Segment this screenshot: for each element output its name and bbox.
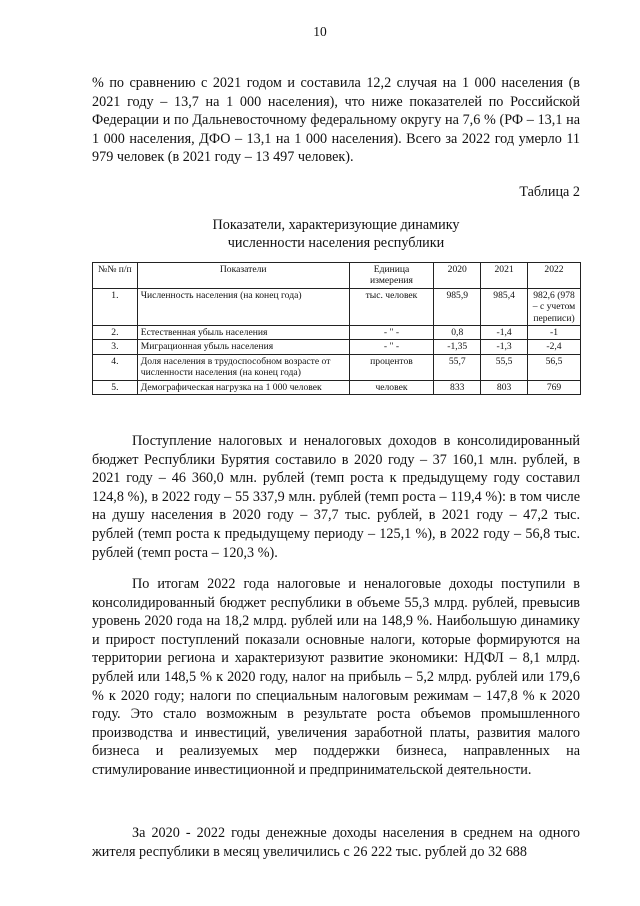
table-title xyxy=(0,216,640,252)
cell-2022: -1 xyxy=(528,326,581,340)
header-unit: Единица измерения xyxy=(349,263,434,289)
page-number: 10 xyxy=(313,24,327,39)
cell-unit: тыс. человек xyxy=(349,288,434,325)
cell-indicator: Демографическая нагрузка на 1 000 человек xyxy=(137,380,349,394)
paragraph-revenue: Поступление налоговых и неналоговых доходов в консолидированный бюджет Республики Бурятия составило в 2020 году – 37 160,1 млн. рублей, в 2021 году – 46 360,0 млн. рублей (темп роста к предыдущему году составил 124,8 %), в 2022 году – 55 337,9 млн. рублей (темп роста – 119,4 %): в том числе на душу населения в 2020 году – 37,7 тыс. рублей, в 2021 году – 47,2 тыс. рублей (темп роста к предыдущему периоду – 125,1 %), в 2022 году – 56,8 тыс. рублей (темп роста – 120,3 %). xyxy=(92,433,580,561)
cell-2021: -1,3 xyxy=(481,340,528,354)
table-header-row xyxy=(93,263,581,289)
cell-indicator: Миграционная убыль населения xyxy=(137,340,349,354)
cell-2020: 985,9 xyxy=(434,288,481,325)
cell-indicator: Доля населения в трудоспособном возрасте от численности населения (на конец года) xyxy=(137,354,349,380)
cell-2022: 56,5 xyxy=(528,354,581,380)
paragraph-income: За 2020 - 2022 годы денежные доходы населения в среднем на одного жителя республики в месяц увеличились с 26 222 тыс. рублей до 32 688 xyxy=(92,825,580,860)
cell-2021: 803 xyxy=(481,380,528,394)
cell-num: 1. xyxy=(93,288,138,325)
cell-2020: 55,7 xyxy=(434,354,481,380)
cell-unit: - " - xyxy=(349,340,434,354)
cell-2022: -2,4 xyxy=(528,340,581,354)
cell-2022: 982,6 (978 – с учетом переписи) xyxy=(528,288,581,325)
paragraph-mortality: % по сравнению с 2021 годом и составила 12,2 случая на 1 000 населения (в 2021 году – 13,7 на 1 000 населения), что ниже показателей по Российской Федерации и по Дальневосточному федеральному округу на 7,6 % (РФ – 13,1 на 1 000 населения, ДФО – 13,1 на 1 000 населения). Всего за 2022 год умерло 11 979 человек (в 2021 году – 13 497 человек). xyxy=(92,75,580,166)
table-row xyxy=(93,380,581,394)
population-table xyxy=(92,262,581,395)
cell-indicator: Численность населения (на конец года) xyxy=(137,288,349,325)
cell-unit: - " - xyxy=(349,326,434,340)
table-row xyxy=(93,288,581,325)
cell-2020: 833 xyxy=(434,380,481,394)
cell-indicator: Естественная убыль населения xyxy=(137,326,349,340)
table-label: Таблица 2 xyxy=(519,184,580,200)
cell-num: 5. xyxy=(93,380,138,394)
header-indicator: Показатели xyxy=(137,263,349,289)
header-2021: 2021 xyxy=(481,263,528,289)
cell-2020: 0,8 xyxy=(434,326,481,340)
cell-num: 4. xyxy=(93,354,138,380)
table-row xyxy=(93,326,581,340)
header-num: №№ п/п xyxy=(93,263,138,289)
cell-2021: 985,4 xyxy=(481,288,528,325)
cell-num: 2. xyxy=(93,326,138,340)
table-row xyxy=(93,340,581,354)
cell-2021: -1,4 xyxy=(481,326,528,340)
header-2022: 2022 xyxy=(528,263,581,289)
table-title-line-1: Показатели, характеризующие динамику xyxy=(212,217,460,233)
cell-2020: -1,35 xyxy=(434,340,481,354)
table-title-line-2: численности населения республики xyxy=(227,235,445,251)
header-2020: 2020 xyxy=(434,263,481,289)
cell-2021: 55,5 xyxy=(481,354,528,380)
cell-2022: 769 xyxy=(528,380,581,394)
cell-unit: человек xyxy=(349,380,434,394)
table-row xyxy=(93,354,581,380)
paragraph-tax-results: По итогам 2022 года налоговые и неналоговые доходы поступили в консолидированный бюджет республики в объеме 55,3 млрд. рублей, превысив уровень 2020 года на 18,2 млрд. рублей или на 148,9 %. Наибольшую динамику и прирост поступлений показали основные налоги, которые формируются на территории региона и характеризуют развитие экономики: НДФЛ – 8,1 млрд. рублей или 148,5 % к 2020 году, налог на прибыль – 5,2 млрд. рублей или 179,6 % к 2020 году; налоги по специальным налоговым режимам – 147,8 % к 2020 году. Это стало возможным в результате роста объемов промышленного производства и инвестиций, увеличения заработной платы, развития малого бизнеса и реализуемых мер поддержки бизнеса, направленных на стимулирование инвестиционной и предпринимательской деятельности. xyxy=(92,576,580,778)
cell-num: 3. xyxy=(93,340,138,354)
cell-unit: процентов xyxy=(349,354,434,380)
